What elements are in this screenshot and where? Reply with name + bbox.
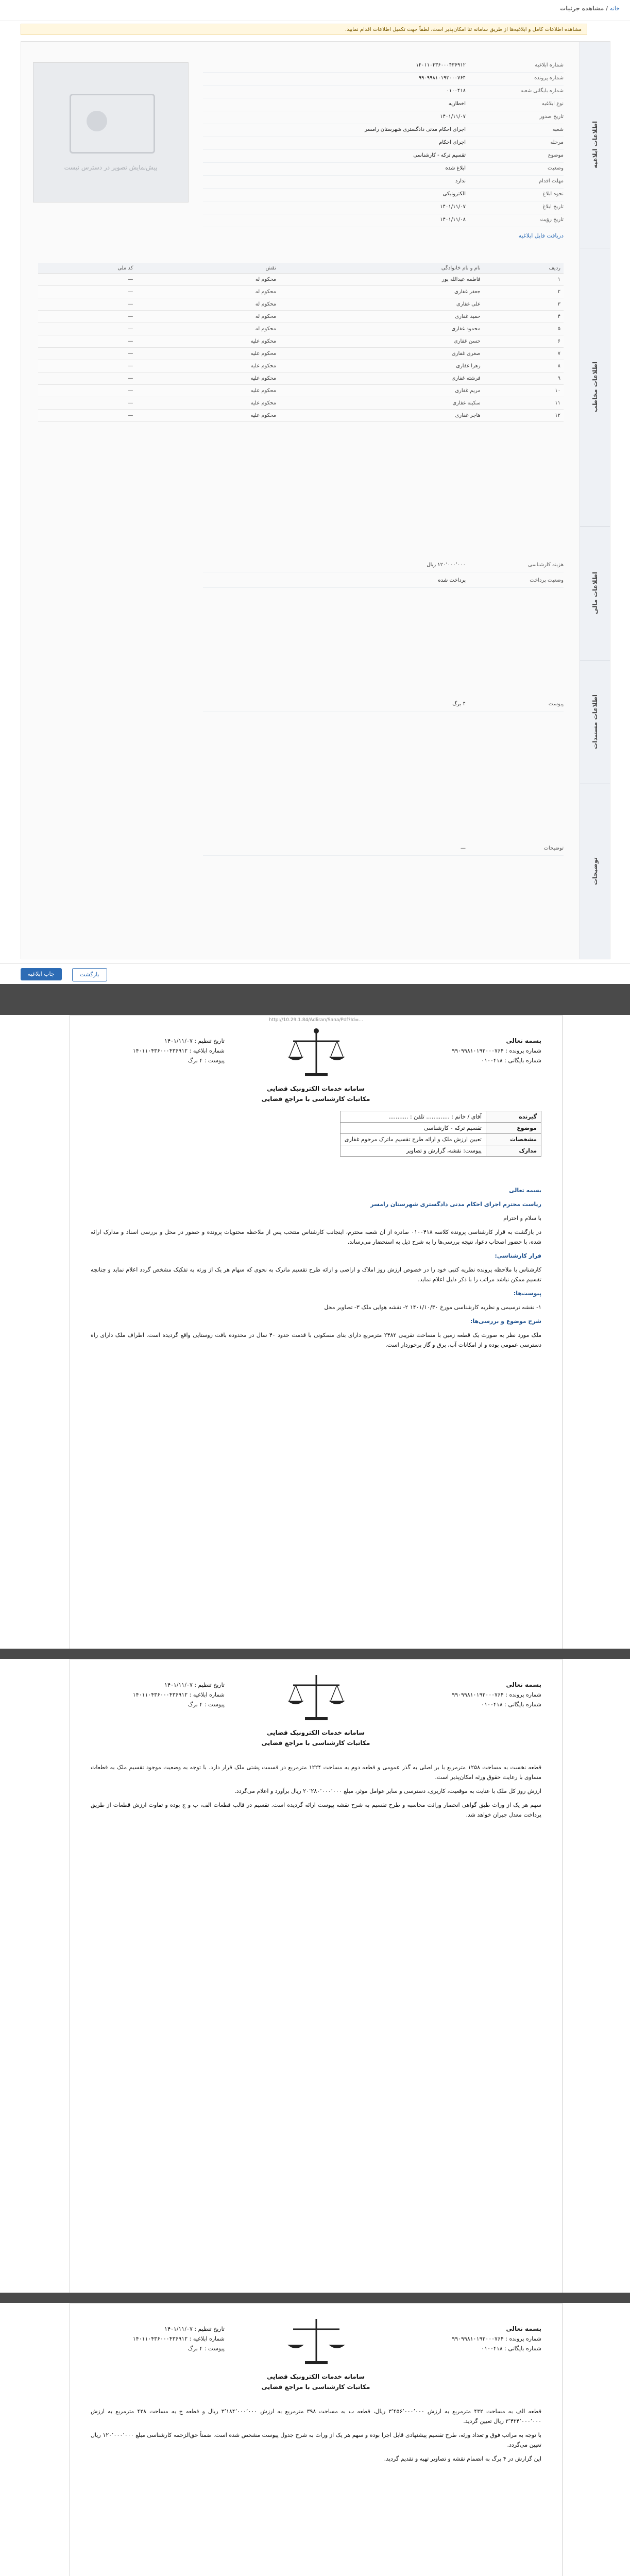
sidebar-section-notice[interactable]	[580, 42, 610, 248]
table-cell: فرشته غفاری	[279, 372, 484, 385]
table-cell: —	[38, 286, 136, 298]
detail-row	[203, 127, 564, 137]
detail-label: موضوع	[548, 152, 564, 158]
detail-value: اخطاریه	[448, 101, 466, 107]
table-cell: ۱۰	[484, 385, 564, 397]
detail-label: هزینه کارشناسی	[528, 562, 564, 568]
table-cell: صغری غفاری	[279, 348, 484, 360]
photo-placeholder	[33, 62, 189, 202]
sidebar-section-party[interactable]	[580, 248, 610, 527]
breadcrumb	[560, 5, 620, 12]
table-cell: فاطمه عبدالله پور	[279, 274, 484, 286]
doc-header-line: بسمه تعالی	[506, 1037, 541, 1044]
doc-header-line: بسمه تعالی	[506, 2325, 541, 2332]
detail-panel	[21, 41, 610, 959]
table-row	[38, 286, 564, 298]
table-row	[38, 274, 564, 286]
table-cell: ۹	[484, 372, 564, 385]
viewer-background	[0, 984, 630, 1015]
detail-label: تاریخ رؤیت	[540, 217, 564, 223]
doc-header-right	[407, 1680, 541, 1709]
sidebar-section-label: اطلاعات ابلاغیه	[591, 121, 599, 168]
table-row	[38, 410, 564, 422]
doc-paragraph: کارشناس با ملاحظه پرونده نظریه کتبی خود را در خصوص ارزش روز املاک و اراضی و ارائه طرح تقسیم ماترک به نحوی که سهام هر یک از ورثه به تفکیک مشخص گردد اعلام نماید و چنانچه تقسیم ممکن نباشد مراتب را با ذکر دلیل اعلام نماید.	[91, 1266, 541, 1283]
table-row	[38, 311, 564, 323]
table-cell: ۴	[484, 311, 564, 323]
table-cell: —	[38, 311, 136, 323]
doc-heading: ریاست محترم اجرای احکام مدنی دادگستری شهرستان رامسر	[370, 1201, 541, 1208]
table-cell: محکوم علیه	[136, 397, 279, 410]
detail-value: پرداخت شده	[438, 578, 466, 583]
judiciary-emblem-icon	[280, 1670, 352, 1726]
detail-value: ۱۴۰۱۱۰۴۳۶۰۰۰۴۳۶۹۱۲	[416, 62, 466, 68]
download-notice-link[interactable]: دریافت فایل ابلاغیه	[518, 232, 564, 239]
doc-heading: قرار کارشناسی:	[495, 1252, 541, 1259]
detail-row	[203, 101, 564, 111]
detail-value: ۱۴۰۱/۱۱/۰۸	[440, 217, 466, 223]
doc-paragraph: سهم هر یک از وراث طبق گواهی انحصار وراثت محاسبه و طرح تقسیم به شرح نقشه پیوست ارائه گردیده است. تقسیم در قالب قطعات الف، ب و ج بوده و تفاوت ارزش قطعات از طریق پرداخت معدل جبران خواهد شد.	[91, 1802, 541, 1818]
detail-label: شماره بایگانی شعبه	[520, 88, 564, 94]
detail-value: ۱۲۰٬۰۰۰٬۰۰۰ ریال	[427, 562, 466, 568]
table-row	[38, 397, 564, 410]
doc-header-line: پیوست : ۴ برگ	[188, 2345, 225, 2352]
doc-header-right	[407, 1036, 541, 1065]
table-cell: مریم غفاری	[279, 385, 484, 397]
table-cell: —	[38, 360, 136, 372]
table-row	[38, 360, 564, 372]
table-cell: —	[38, 397, 136, 410]
table-cell: محکوم له	[136, 298, 279, 311]
notes-row	[203, 845, 564, 856]
table-cell: محکوم علیه	[136, 410, 279, 422]
table-cell: محکوم علیه	[136, 348, 279, 360]
sidebar-section-notes[interactable]	[580, 784, 610, 959]
org-subtitle: مکاتبات کارشناسی با مراجع قضایی	[261, 1095, 370, 1103]
table-cell: محکوم له	[136, 323, 279, 335]
viewer-background	[0, 1649, 630, 1659]
doc-header-line: تاریخ تنظیم : ۱۴۰۱/۱۱/۰۷	[164, 1682, 225, 1688]
judiciary-emblem-icon	[280, 1026, 352, 1082]
doc-paragraph: در بازگشت به قرار کارشناسی پرونده کلاسه ۰۱۰۰۴۱۸ صادره از آن شعبه محترم، اینجانب کارشناس منتخب پس از ملاحظه محتویات پرونده و حضور در محل و بررسی اسناد و مدارک ارائه شده، با حضور اصحاب دعوا، نتیجه بررسی‌ها را به شرح ذیل به استحضار می‌رساند.	[91, 1229, 541, 1245]
doc-header-left	[91, 1036, 225, 1065]
meta-label: گیرنده	[486, 1111, 541, 1123]
doc-paragraph: ۱- نقشه ترسیمی و نظریه کارشناسی مورخ ۱۴۰۱/۱۰/۳۰ ۲- نقشه هوایی ملک ۳- تصاویر محل	[324, 1304, 541, 1311]
print-button[interactable]: چاپ ابلاغیه	[21, 968, 62, 980]
doc-header-line: پیوست : ۴ برگ	[188, 1701, 225, 1708]
table-cell: ۲	[484, 286, 564, 298]
doc-header-line: شماره بایگانی : ۰۱۰۰۴۱۸	[481, 2345, 541, 2352]
org-name: سامانه خدمات الکترونیک قضایی	[266, 2373, 365, 2380]
doc-header-line: شماره بایگانی : ۰۱۰۰۴۱۸	[481, 1701, 541, 1708]
parties-table	[38, 263, 564, 422]
document-page-2	[70, 1659, 563, 2294]
doc-header-line: پیوست : ۴ برگ	[188, 1057, 225, 1064]
table-cell: ۱	[484, 274, 564, 286]
doc-header-line: شماره پرونده : ۹۹۰۹۹۸۱۰۱۹۳۰۰۰۷۶۴	[452, 1047, 541, 1054]
back-button[interactable]: بازگشت	[72, 968, 107, 981]
column-header: کد ملی	[38, 263, 136, 274]
detail-label: وضعیت پرداخت	[530, 578, 564, 583]
doc-paragraph: قطعه الف به مساحت ۴۳۲ مترمربع به ارزش ۳٬۴۵۶٬۰۰۰٬۰۰۰ ریال، قطعه ب به مساحت ۳۹۸ مترمربع به ارزش ۳٬۱۸۴٬۰۰۰٬۰۰۰ ریال و قطعه ج به مساحت ۴۲۸ مترمربع به ارزش ۳٬۴۲۴٬۰۰۰٬۰۰۰ ریال تعیین گردید.	[91, 2408, 541, 2425]
table-cell: ۵	[484, 323, 564, 335]
table-cell: علی غفاری	[279, 298, 484, 311]
table-cell: محکوم له	[136, 311, 279, 323]
detail-value: —	[461, 845, 466, 851]
detail-label: نوع ابلاغیه	[541, 101, 564, 107]
table-row	[38, 323, 564, 335]
table-cell: —	[38, 372, 136, 385]
detail-label: تاریخ صدور	[539, 114, 564, 120]
detail-content	[28, 42, 574, 959]
finance-row	[203, 562, 564, 572]
parties-table-wrap	[38, 263, 564, 422]
detail-row	[203, 152, 564, 163]
table-cell: محمود غفاری	[279, 323, 484, 335]
sidebar-section-label: اطلاعات مخاطب	[591, 361, 599, 413]
detail-label: تاریخ ابلاغ	[542, 204, 564, 210]
detail-value: اجرای احکام	[439, 140, 466, 145]
org-name: سامانه خدمات الکترونیک قضایی	[266, 1085, 365, 1092]
doc-header-line: تاریخ تنظیم : ۱۴۰۱/۱۱/۰۷	[164, 1038, 225, 1044]
doc-heading: پیوست‌ها:	[513, 1290, 541, 1297]
table-cell: ۱۲	[484, 410, 564, 422]
doc-heading: شرح موضوع و بررسی‌ها:	[470, 1318, 541, 1325]
viewer-background	[0, 2293, 630, 2303]
detail-value: ۱۴۰۱/۱۱/۰۷	[440, 204, 466, 210]
doc-body	[91, 1185, 541, 1354]
sidebar-section-documents[interactable]	[580, 660, 610, 784]
detail-row	[203, 178, 564, 189]
doc-header-line: شماره ابلاغیه : ۱۴۰۱۱۰۴۳۶۰۰۰۴۳۶۹۱۲	[132, 1047, 225, 1054]
detail-value: ۴ برگ	[452, 701, 466, 707]
doc-greeting: با سلام و احترام	[503, 1215, 541, 1222]
table-row	[38, 335, 564, 348]
detail-label: پیوست	[548, 701, 564, 707]
detail-value: اجرای احکام مدنی دادگستری شهرستان رامسر	[365, 127, 466, 132]
top-bar	[0, 0, 630, 21]
doc-header-line: شماره پرونده : ۹۹۰۹۹۸۱۰۱۹۳۰۰۰۷۶۴	[452, 2335, 541, 2342]
table-cell: —	[38, 335, 136, 348]
doc-meta-table	[340, 1111, 541, 1157]
meta-label: مدارک	[486, 1145, 541, 1157]
detail-label: شماره ابلاغیه	[535, 62, 564, 68]
detail-value: ندارد	[455, 178, 466, 184]
table-cell: محکوم له	[136, 286, 279, 298]
doc-header-line: بسمه تعالی	[506, 1681, 541, 1688]
column-header: نام و نام خانوادگی	[279, 263, 484, 274]
meta-label: مشخصات	[486, 1134, 541, 1145]
detail-row	[203, 217, 564, 227]
table-row	[38, 348, 564, 360]
page-url-watermark: http://10.29.1.84/Adliran/Sana/Pdf?Id=...	[269, 1018, 363, 1023]
detail-label: شعبه	[552, 127, 564, 132]
info-alert: مشاهده اطلاعات کامل و ابلاغیه‌ها از طریق سامانه ثنا امکان‌پذیر است، لطفاً جهت تکمیل اطلاعات اقدام نمایید.	[21, 24, 587, 35]
detail-value: تقسیم ترکه - کارشناسی	[413, 152, 466, 158]
breadcrumb-separator: /	[604, 5, 610, 12]
detail-row	[203, 62, 564, 73]
judiciary-emblem-icon	[280, 2314, 352, 2370]
detail-label: مرحله	[550, 140, 564, 145]
detail-value: ابلاغ شده	[445, 165, 466, 171]
table-cell: محکوم له	[136, 274, 279, 286]
detail-row	[203, 114, 564, 124]
detail-row	[203, 204, 564, 214]
detail-value: الکترونیکی	[442, 191, 466, 197]
meta-value: تعیین ارزش ملک و ارائه طرح تقسیم ماترک مرحوم غفاری	[340, 1134, 486, 1145]
detail-value: ۰۱۰۰۴۱۸	[446, 88, 466, 94]
table-cell: سکینه غفاری	[279, 397, 484, 410]
table-cell: —	[38, 274, 136, 286]
documents-row	[203, 701, 564, 711]
doc-body	[91, 2406, 541, 2468]
table-cell: محکوم علیه	[136, 372, 279, 385]
doc-header-left	[91, 1680, 225, 1709]
detail-row	[203, 191, 564, 201]
table-cell: حسن غفاری	[279, 335, 484, 348]
detail-value: ۱۴۰۱/۱۱/۰۷	[440, 114, 466, 120]
table-row	[38, 372, 564, 385]
meta-value: پیوست: نقشه، گزارش و تصاویر	[340, 1145, 486, 1157]
detail-row	[203, 140, 564, 150]
breadcrumb-current: مشاهده جزئیات	[560, 5, 604, 12]
table-row	[38, 298, 564, 311]
table-cell: حمید غفاری	[279, 311, 484, 323]
doc-paragraph: ارزش روز کل ملک با عنایت به موقعیت، کاربری، دسترسی و سایر عوامل موثر، مبلغ ۲۰٬۲۸۰٬۰۰۰٬۰۰۰ ریال برآورد و اعلام می‌گردد.	[234, 1788, 541, 1794]
doc-paragraph: با توجه به مراتب فوق و تعداد ورثه، طرح تقسیم پیشنهادی قابل اجرا بوده و سهم هر یک از وراث به شرح جدول پیوست مشخص شده است. ضمناً حق‌الزحمه کارشناسی مبلغ ۱۲۰٬۰۰۰٬۰۰۰ ریال تعیین می‌گردد.	[91, 2432, 541, 2448]
detail-row	[203, 88, 564, 98]
action-bar	[0, 963, 630, 985]
table-cell: —	[38, 348, 136, 360]
table-cell: —	[38, 298, 136, 311]
table-row	[38, 385, 564, 397]
meta-label: موضوع	[486, 1123, 541, 1134]
table-cell: محکوم علیه	[136, 385, 279, 397]
org-subtitle: مکاتبات کارشناسی با مراجع قضایی	[261, 1739, 370, 1747]
breadcrumb-home[interactable]: خانه	[609, 5, 620, 12]
table-cell: جعفر غفاری	[279, 286, 484, 298]
table-cell: زهرا غفاری	[279, 360, 484, 372]
doc-header-line: تاریخ تنظیم : ۱۴۰۱/۱۱/۰۷	[164, 2326, 225, 2332]
sidebar-section-label: اطلاعات مالی	[591, 571, 599, 615]
section-sidebar	[580, 42, 610, 959]
photo-caption: پیش‌نمایش تصویر در دسترس نیست	[64, 164, 158, 171]
org-name: سامانه خدمات الکترونیک قضایی	[266, 1729, 365, 1736]
table-cell: ۶	[484, 335, 564, 348]
column-header: نقش	[136, 263, 279, 274]
table-cell: ۳	[484, 298, 564, 311]
document-page-1	[70, 1015, 563, 1650]
doc-header-left	[91, 2324, 225, 2353]
detail-label: شماره پرونده	[534, 75, 564, 81]
finance-row	[203, 578, 564, 588]
doc-paragraph: این گزارش در ۴ برگ به انضمام نقشه و تصاویر تهیه و تقدیم گردید.	[384, 2455, 541, 2462]
detail-label: نحوه ابلاغ	[542, 191, 564, 197]
detail-label: مهلت اقدام	[538, 178, 564, 184]
meta-value: تقسیم ترکه - کارشناسی	[340, 1123, 486, 1134]
table-cell: —	[38, 410, 136, 422]
meta-value: آقای / خانم : ............. تلفن : ...........	[340, 1111, 486, 1123]
org-subtitle: مکاتبات کارشناسی با مراجع قضایی	[261, 2383, 370, 2391]
table-cell: محکوم علیه	[136, 335, 279, 348]
detail-value: ۹۹۰۹۹۸۱۰۱۹۳۰۰۰۷۶۴	[418, 75, 466, 81]
table-cell: —	[38, 323, 136, 335]
document-page-3	[70, 2303, 563, 2576]
detail-row	[203, 75, 564, 86]
doc-header-right	[407, 2324, 541, 2353]
image-placeholder-icon	[70, 94, 155, 154]
table-cell: —	[38, 385, 136, 397]
table-cell: محکوم علیه	[136, 360, 279, 372]
detail-row	[203, 165, 564, 176]
doc-header-line: شماره ابلاغیه : ۱۴۰۱۱۰۴۳۶۰۰۰۴۳۶۹۱۲	[132, 1691, 225, 1698]
doc-header-line: شماره پرونده : ۹۹۰۹۹۸۱۰۱۹۳۰۰۰۷۶۴	[452, 1691, 541, 1698]
table-cell: ۸	[484, 360, 564, 372]
sidebar-section-finance[interactable]	[580, 526, 610, 660]
detail-label: توضیحات	[543, 845, 564, 851]
doc-body	[91, 1762, 541, 1824]
doc-title: بسمه تعالی	[509, 1187, 541, 1194]
doc-header-line: شماره ابلاغیه : ۱۴۰۱۱۰۴۳۶۰۰۰۴۳۶۹۱۲	[132, 2335, 225, 2342]
doc-paragraph: ملک مورد نظر به صورت یک قطعه زمین با مساحت تقریبی ۲۴۸۲ مترمربع دارای بنای مسکونی با قدمت حدود ۴۰ سال در محدوده بافت روستایی واقع گردیده است. اطراف ملک دارای راه دسترسی عمومی بوده و از امکانات آب، برق و گاز برخوردار است.	[91, 1332, 541, 1348]
table-cell: ۷	[484, 348, 564, 360]
table-cell: ۱۱	[484, 397, 564, 410]
doc-paragraph: قطعه نخست به مساحت ۱۲۵۸ مترمربع با بر اصلی به گذر عمومی و قطعه دوم به مساحت ۱۲۲۴ مترمربع در قسمت پشتی ملک قرار دارد. با توجه به وضعیت موجود تقسیم ملک به قطعات مساوی با رعایت حقوق ورثه امکان‌پذیر است.	[91, 1764, 542, 1781]
doc-header-line: شماره بایگانی : ۰۱۰۰۴۱۸	[481, 1057, 541, 1064]
detail-label: وضعیت	[548, 165, 564, 171]
table-cell: هاجر غفاری	[279, 410, 484, 422]
sidebar-section-label: اطلاعات مستندات	[591, 694, 599, 749]
sidebar-section-label: توضیحات	[591, 857, 599, 885]
column-header: ردیف	[484, 263, 564, 274]
